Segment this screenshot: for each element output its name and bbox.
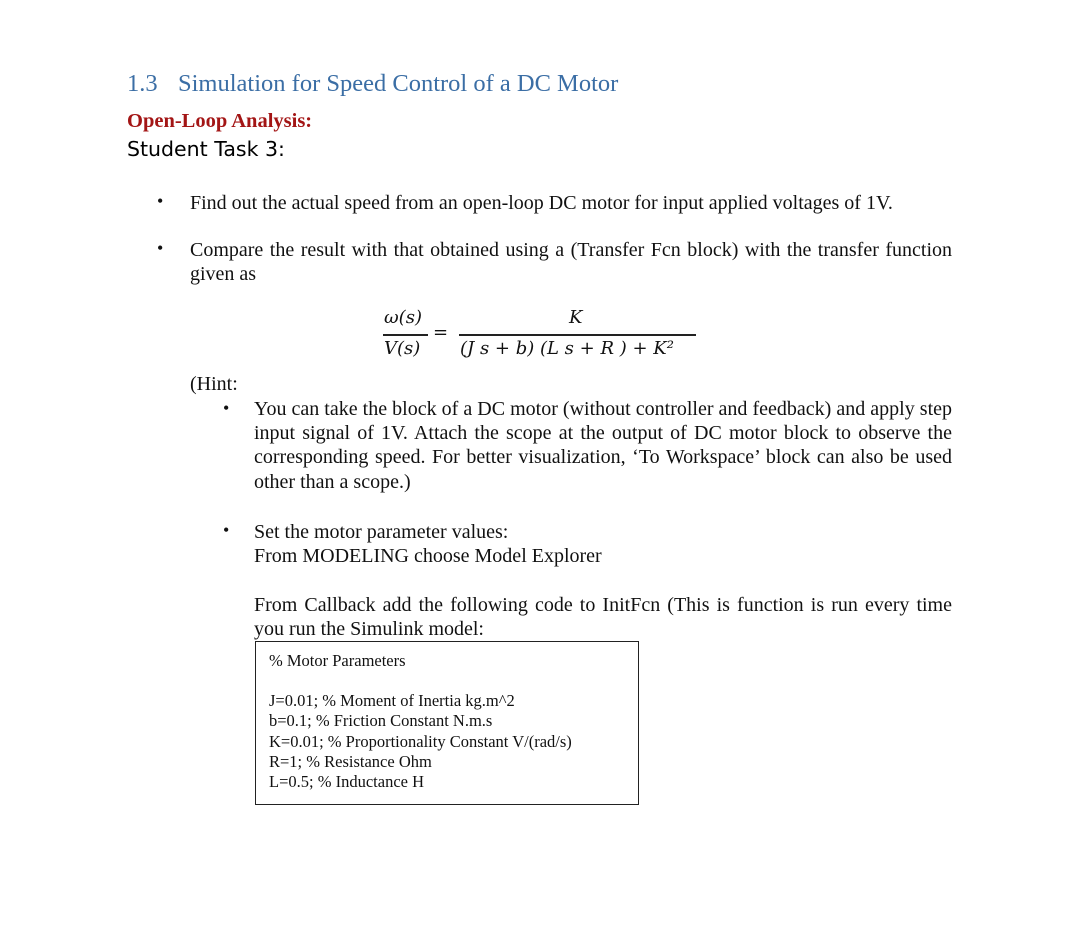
code-line-j: J=0.01; % Moment of Inertia kg.m^2 <box>269 691 515 710</box>
equation-lhs-denominator: V(s) <box>384 338 421 359</box>
code-header: % Motor Parameters <box>269 651 406 670</box>
section-title: Simulation for Speed Control of a DC Motor <box>178 70 619 97</box>
bullet-text-1: Find out the actual speed from an open-loop DC motor for input applied voltages of 1V. <box>190 192 893 214</box>
bullet-text-2: Compare the result with that obtained using a (Transfer Fcn block) with the transfer function given as <box>190 239 952 286</box>
code-line-b: b=0.1; % Friction Constant N.m.s <box>269 711 493 730</box>
equation-lhs-numerator: ω(s) <box>384 307 422 328</box>
equation-rhs-numerator: K <box>569 307 583 328</box>
code-line-k: K=0.01; % Proportionality Constant V/(rad/s) <box>269 732 572 751</box>
subheading-open-loop: Open-Loop Analysis: <box>127 110 313 132</box>
code-line-r: R=1; % Resistance Ohm <box>269 752 432 771</box>
bullet-dot: • <box>157 191 164 211</box>
bullet-dot: • <box>223 398 230 418</box>
bullet-dot: • <box>157 238 164 258</box>
hint-bullet-text-2-line1: Set the motor parameter values: <box>254 521 509 543</box>
hint-label: (Hint: <box>190 373 238 395</box>
task-title: Student Task 3: <box>127 137 285 161</box>
equation-lhs-fraction-bar <box>383 334 428 336</box>
callback-instruction: From Callback add the following code to InitFcn (This is function is run every time you run the Simulink model: <box>254 594 952 641</box>
bullet-dot: • <box>223 520 230 540</box>
equation-rhs-denominator: (J s + b) (L s + R ) + K² <box>460 338 674 359</box>
section-number: 1.3 <box>127 70 158 97</box>
code-line-l: L=0.5; % Inductance H <box>269 772 425 791</box>
hint-bullet-text-2-line2: From MODELING choose Model Explorer <box>254 545 602 567</box>
equation-equals: = <box>433 322 449 343</box>
hint-bullet-text-1: You can take the block of a DC motor (without controller and feedback) and apply step input signal of 1V. Attach the scope at the output of DC motor block to observe the corresponding speed. For better visualization, ‘To Workspace’ block can also be used other than a scope.) <box>254 398 952 493</box>
equation-rhs-fraction-bar <box>459 334 696 336</box>
section-heading <box>127 70 618 98</box>
code-box <box>255 641 639 805</box>
